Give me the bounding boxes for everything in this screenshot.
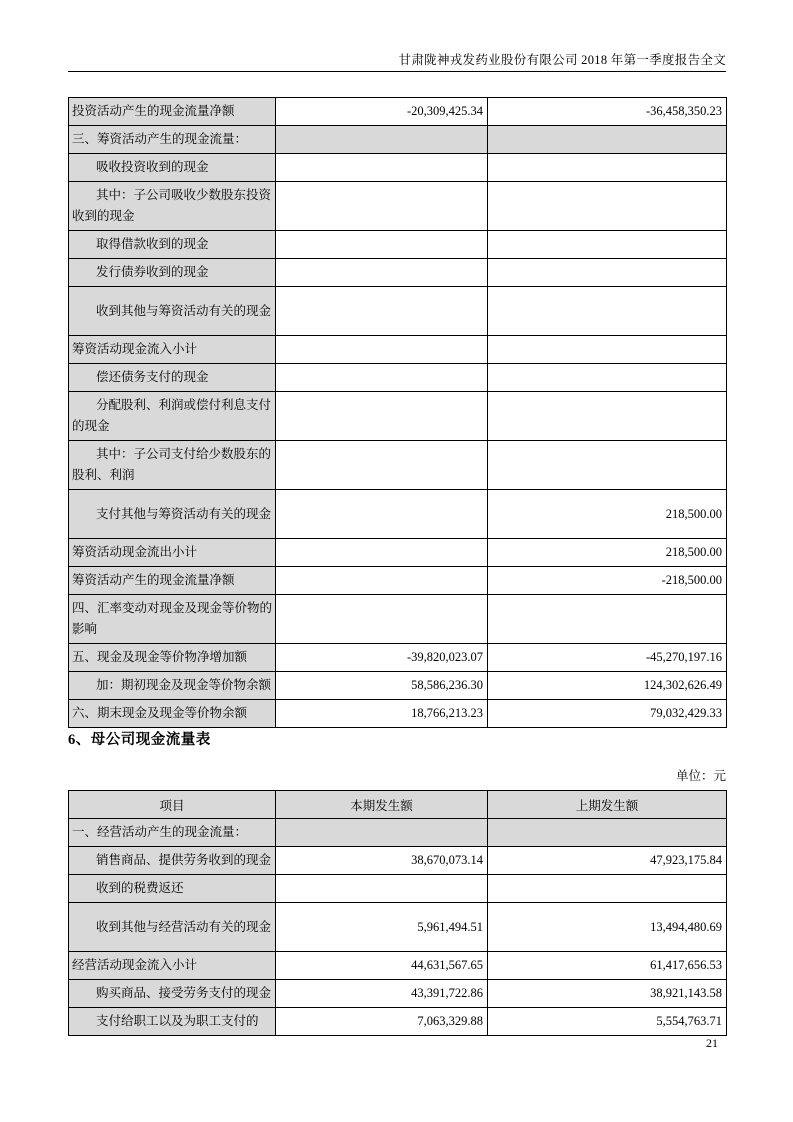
row-label-cell: 发行债券收到的现金 — [69, 259, 276, 287]
table-row — [69, 336, 727, 364]
current-period-cell — [276, 875, 488, 903]
prior-period-cell — [488, 392, 727, 441]
current-period-cell: 18,766,213.23 — [276, 700, 488, 728]
row-label-cell: 支付给职工以及为职工支付的 — [69, 1008, 276, 1036]
current-period-cell — [276, 154, 488, 182]
current-period-cell — [276, 182, 488, 231]
table-row — [69, 392, 727, 441]
prior-period-cell: 47,923,175.84 — [488, 847, 727, 875]
current-period-cell — [276, 336, 488, 364]
current-period-cell — [276, 539, 488, 567]
current-period-cell — [276, 567, 488, 595]
prior-period-cell: 79,032,429.33 — [488, 700, 727, 728]
current-period-cell: 38,670,073.14 — [276, 847, 488, 875]
current-period-cell — [276, 231, 488, 259]
row-label-cell: 三、筹资活动产生的现金流量： — [69, 126, 276, 154]
row-label-cell: 偿还债务支付的现金 — [69, 364, 276, 392]
prior-period-cell — [488, 595, 727, 644]
row-label-cell: 一、经营活动产生的现金流量： — [69, 819, 276, 847]
prior-period-cell: -45,270,197.16 — [488, 644, 727, 672]
current-period-cell: 5,961,494.51 — [276, 903, 488, 952]
row-label-cell: 销售商品、提供劳务收到的现金 — [69, 847, 276, 875]
row-label-cell: 购买商品、接受劳务支付的现金 — [69, 980, 276, 1008]
current-period-cell — [276, 392, 488, 441]
current-period-cell: 44,631,567.65 — [276, 952, 488, 980]
row-label-cell: 收到的税费返还 — [69, 875, 276, 903]
prior-period-cell: 38,921,143.58 — [488, 980, 727, 1008]
row-label-cell: 收到其他与经营活动有关的现金 — [69, 903, 276, 952]
current-period-cell — [276, 819, 488, 847]
current-period-cell — [276, 126, 488, 154]
table-row — [69, 595, 727, 644]
current-period-cell — [276, 595, 488, 644]
table-row — [69, 231, 727, 259]
prior-period-cell — [488, 259, 727, 287]
current-period-cell: 43,391,722.86 — [276, 980, 488, 1008]
table-row — [69, 980, 727, 1008]
header-divider-line — [68, 71, 726, 72]
row-label-cell: 取得借款收到的现金 — [69, 231, 276, 259]
prior-period-cell: -218,500.00 — [488, 567, 727, 595]
row-label-cell: 支付其他与筹资活动有关的现金 — [69, 490, 276, 539]
consolidated-cash-flow-table — [68, 97, 727, 728]
table-row — [69, 644, 727, 672]
row-label-cell: 其中：子公司吸收少数股东投资收到的现金 — [69, 182, 276, 231]
current-period-cell — [276, 364, 488, 392]
table-row — [69, 287, 727, 336]
prior-period-cell: 124,302,626.49 — [488, 672, 727, 700]
row-label-cell: 加：期初现金及现金等价物余额 — [69, 672, 276, 700]
prior-period-cell: 13,494,480.69 — [488, 903, 727, 952]
row-label-cell: 吸收投资收到的现金 — [69, 154, 276, 182]
table-row — [69, 98, 727, 126]
current-period-cell — [276, 259, 488, 287]
consolidated-cash-flow-table-body — [69, 98, 727, 728]
prior-period-cell — [488, 441, 727, 490]
prior-period-cell — [488, 364, 727, 392]
page-number: 21 — [706, 1036, 718, 1050]
table-row — [69, 952, 727, 980]
table-row — [69, 567, 727, 595]
row-label-cell: 分配股利、利润或偿付利息支付的现金 — [69, 392, 276, 441]
row-label-cell: 收到其他与筹资活动有关的现金 — [69, 287, 276, 336]
row-label-cell: 筹资活动现金流出小计 — [69, 539, 276, 567]
prior-period-cell — [488, 182, 727, 231]
prior-period-cell — [488, 126, 727, 154]
prior-period-cell: 5,554,763.71 — [488, 1008, 727, 1036]
prior-period-cell — [488, 154, 727, 182]
column-header-current-period: 本期发生额 — [276, 791, 488, 819]
prior-period-cell — [488, 231, 727, 259]
prior-period-cell: -36,458,350.23 — [488, 98, 727, 126]
column-header-prior-period: 上期发生额 — [488, 791, 727, 819]
table-row — [69, 672, 727, 700]
row-label-cell: 五、现金及现金等价物净增加额 — [69, 644, 276, 672]
prior-period-cell: 218,500.00 — [488, 539, 727, 567]
prior-period-cell — [488, 875, 727, 903]
table-row — [69, 259, 727, 287]
parent-company-cash-flow-table-body — [69, 819, 727, 1036]
report-header-title: 甘肃陇神戎发药业股份有限公司 2018 年第一季度报告全文 — [398, 53, 726, 67]
current-period-cell: -39,820,023.07 — [276, 644, 488, 672]
row-label-cell: 四、汇率变动对现金及现金等价物的影响 — [69, 595, 276, 644]
row-label-cell: 六、期末现金及现金等价物余额 — [69, 700, 276, 728]
table-row — [69, 1008, 727, 1036]
row-label-cell: 筹资活动现金流入小计 — [69, 336, 276, 364]
section-heading: 6、母公司现金流量表 — [68, 732, 211, 748]
table-row — [69, 490, 727, 539]
column-header-item: 项目 — [69, 791, 276, 819]
current-period-cell — [276, 490, 488, 539]
parent-company-cash-flow-table — [68, 790, 727, 1036]
prior-period-cell: 61,417,656.53 — [488, 952, 727, 980]
current-period-cell — [276, 441, 488, 490]
current-period-cell: -20,309,425.34 — [276, 98, 488, 126]
unit-label: 单位：元 — [675, 769, 726, 783]
table-row — [69, 364, 727, 392]
table-row — [69, 539, 727, 567]
prior-period-cell — [488, 819, 727, 847]
table-row — [69, 441, 727, 490]
current-period-cell: 7,063,329.88 — [276, 1008, 488, 1036]
row-label-cell: 筹资活动产生的现金流量净额 — [69, 567, 276, 595]
table-row — [69, 903, 727, 952]
row-label-cell: 经营活动现金流入小计 — [69, 952, 276, 980]
table-row — [69, 875, 727, 903]
table-header-row — [69, 791, 727, 819]
row-label-cell: 投资活动产生的现金流量净额 — [69, 98, 276, 126]
table-row — [69, 126, 727, 154]
prior-period-cell: 218,500.00 — [488, 490, 727, 539]
prior-period-cell — [488, 336, 727, 364]
table-row — [69, 819, 727, 847]
row-label-cell: 其中：子公司支付给少数股东的股利、利润 — [69, 441, 276, 490]
table-row — [69, 700, 727, 728]
table-row — [69, 154, 727, 182]
table-row — [69, 847, 727, 875]
current-period-cell — [276, 287, 488, 336]
table-row — [69, 182, 727, 231]
current-period-cell: 58,586,236.30 — [276, 672, 488, 700]
prior-period-cell — [488, 287, 727, 336]
